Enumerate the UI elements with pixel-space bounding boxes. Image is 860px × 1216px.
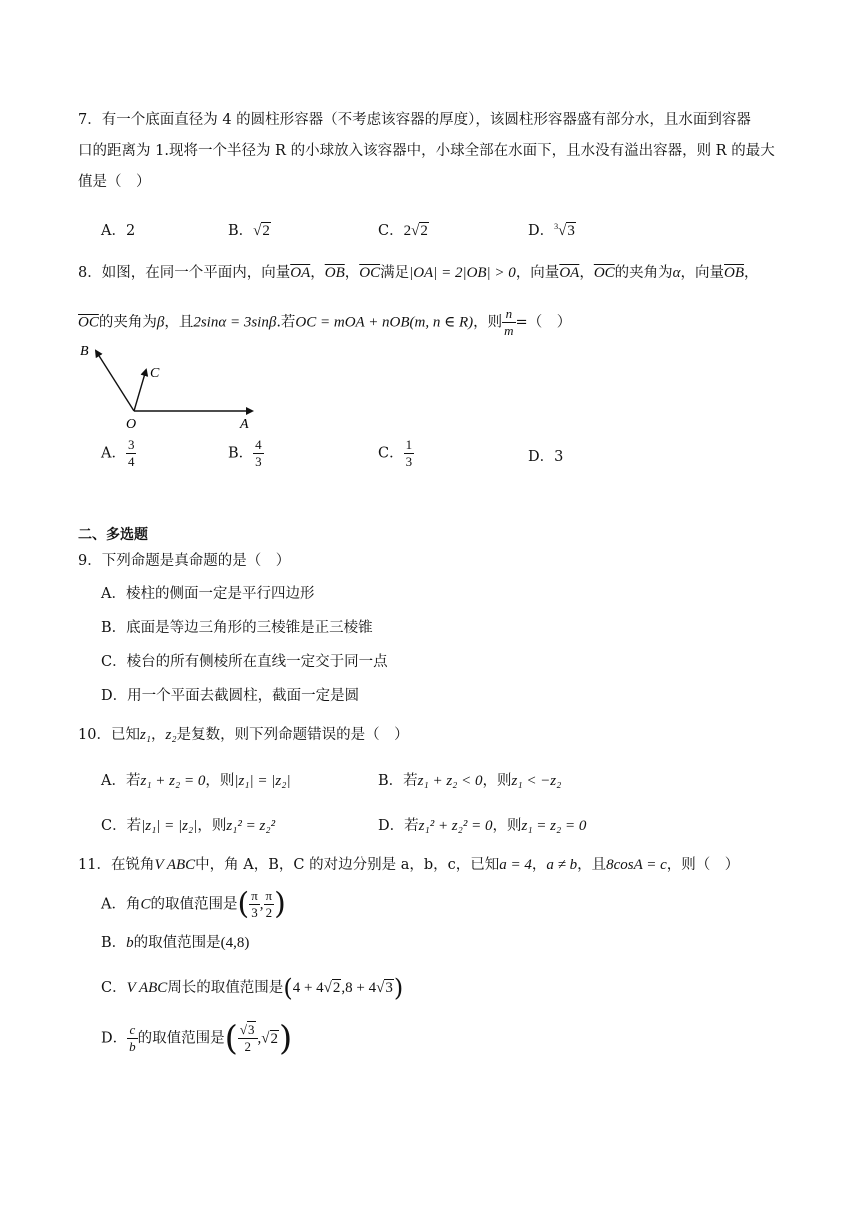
right-paren: ) [393,974,404,1002]
q11-option-b [101,934,249,952]
q11-sep: ， [531,857,547,873]
q8-text: 满足 [380,265,410,281]
q11-text: D． [101,1030,128,1047]
q9-option-c: C．棱台的所有侧棱所在直线一定交于同一点 [101,654,388,670]
q10-option-label: B．若 [378,773,418,789]
q7-option-c-label: C． [378,223,404,239]
q10-text: ， [151,727,166,743]
q10-option-b [378,772,561,790]
q8-option-a [101,437,136,470]
q11-text: C． [101,980,127,996]
q10-condition: z₁² + z₂² = 0 [418,818,493,834]
q7-line3: 值是（ ） [78,174,151,190]
fraction-denominator: 3 [405,454,413,469]
var-c: C [140,896,151,913]
q8-fraction [502,306,515,339]
q11-radicand: 2 [332,980,341,996]
fraction-numerator: π [265,888,273,903]
q8-line2 [78,306,571,339]
q11-text: 11．在锐角 [78,857,155,873]
q8-option-b-fraction [253,437,264,470]
q8-text: ，向量 [515,265,560,281]
q8-text: 8．如图，在同一个平面内，向量 [78,265,291,281]
q11-text: 的取值范围是 [150,896,238,913]
vector-ob: $\overline{OB}$ [724,265,745,281]
fraction-denominator: 2 [265,905,273,920]
vector-ob: $\overline{OB}$ [324,265,345,281]
q8-option-a-label: A． [101,445,126,462]
q10-result: |z₁| = |z₂| [234,773,291,789]
vector-oc-arrow [134,370,146,411]
q10-option-label: D．若 [378,818,419,834]
q10-option-label: C．若 [101,818,142,834]
fig-label-o: O [126,417,137,432]
q10-result: z₁ < −z₂ [511,773,562,789]
fig-label-a: A [240,417,249,432]
q7-option-d-label: D． [528,223,555,239]
q8-text: 的夹角为 [614,265,673,281]
q9-option-a: A．棱柱的侧面一定是平行四边形 [101,586,315,602]
q8-option-d: D．3 [528,449,564,465]
var-b: b [126,935,134,951]
q7-option-a: A．2 [101,223,136,239]
q8-option-c-label: C． [378,445,404,462]
q10-condition: z₁ + z₂ < 0 [417,773,483,789]
right-paren: ) [279,1018,293,1059]
q7-option-c-coef: 2 [403,223,412,239]
q8-text: ，则 [473,314,503,331]
q7-option-b-value: 2 [262,223,270,239]
q8-option-b [228,437,264,470]
fraction-numerator: n [502,306,515,323]
q7-option-c [378,219,429,240]
q7-option-c-value: 2 [420,223,428,239]
q11-text: 的取值范围是 [133,935,221,951]
q11-condition: a ≠ b [546,857,578,873]
q11-text: 中，角 A，B，C 的对边分别是 a，b，c，已知 [195,857,500,873]
sqrt-icon: √ [253,223,262,239]
sqrt-icon: √ [323,980,332,996]
left-paren: ( [283,974,293,1002]
sqrt-icon: √ [261,1030,270,1047]
fraction-c-over-b [127,1022,138,1055]
vector-oc: $\overline{OC}$ [593,265,615,281]
section-title-multiple-choice: 二、多选题 [78,527,148,543]
q11-option-a: A．角C的取值范围是( $\frac{\pi}{3}$ , $\frac{\pi}{2}$ ) [101,886,286,922]
triangle-abc: V ABC [126,980,168,996]
q8-vector-figure [76,338,266,434]
fraction-numerator: 3 [127,437,135,452]
q8-equation-2: OC = mOA + nOB(m, n ∈ R) [295,314,474,331]
left-paren: ( [237,886,250,922]
q9-option-d: D．用一个平面去截圆柱，截面一定是圆 [101,688,360,704]
fraction-denominator: 3 [251,905,258,920]
triangle-abc: V ABC [154,857,196,873]
q10-stem [78,726,409,744]
fig-label-c: C [150,366,160,381]
fraction-numerator: c [127,1022,138,1039]
sqrt-icon: √ [376,980,385,996]
q7-option-b-label: B． [228,223,254,239]
q11-text: ，且 [577,857,607,873]
q11-text: 周长的取值范围是 [167,980,284,996]
fraction-numerator: π [251,888,258,903]
q11-text: B． [101,935,127,951]
sqrt-icon: √ [411,223,420,239]
q10-condition: |z₁| = |z₂| [141,818,198,834]
q11-condition: 8cosA = c [606,857,667,873]
q10-text: 10．已知 [78,727,140,743]
fraction-denominator: m [504,323,514,338]
q10-option-a [101,772,291,790]
q11-text: 的取值范围是 [137,1030,225,1047]
q8-option-b-label: B． [228,445,254,462]
sqrt-icon: √ [558,223,567,239]
q10-text: 是复数，则下列命题错误的是（ ） [176,727,409,743]
q8-text: ，向量 [680,265,725,281]
q7-option-d-value: 3 [567,223,575,239]
q10-text: ，则 [205,773,235,789]
q10-result: z₁ = z₂ = 0 [521,818,587,834]
fraction-numerator: 4 [255,437,262,452]
q11-option-c [101,973,403,1003]
vector-oc: $\overline{OC}$ [78,314,99,331]
q8-text: 的夹角为 [98,314,157,331]
fraction [264,888,275,921]
q7-line1: 7．有一个底面直径为 4 的圆柱形容器（不考虑该容器的厚度），该圆柱形容器盛有部分水，且水面到容器 [78,112,751,128]
q10-result: z₁² = z₂² [226,818,276,834]
fraction-denominator: 2 [244,1039,251,1054]
fraction-denominator: b [129,1039,136,1054]
var-z2: z₂ [165,727,177,743]
q11-option-d: D． $\frac{c}{b}$ 的取值范围是( $\frac{√3}{2}$ ,√2) [101,1018,293,1059]
q11-range: (4,8) [220,935,250,951]
q11-expr: ,8 + 4 [341,980,377,996]
q8-line1 [78,264,759,282]
q8-option-a-fraction [126,437,137,470]
q10-option-d [378,817,586,835]
q8-text: .若 [276,314,296,331]
q8-option-c [378,437,414,470]
alpha: α [672,265,681,281]
vector-oa: $\overline{OA}$ [290,265,311,281]
fraction-denominator: 3 [255,454,262,469]
fig-label-b: B [80,344,89,359]
q8-equation-1: 2sinα = 3sinβ [193,314,277,331]
q10-text: ，则 [492,818,522,834]
fraction-numerator: 1 [405,437,413,452]
q10-option-label: A．若 [101,773,141,789]
fraction-sqrt3-over-2 [238,1022,258,1055]
q9-option-b: B．底面是等边三角形的三棱锥是正三棱锥 [101,620,373,636]
q7-option-b [228,219,271,240]
q11-expr: 4 + 4 [292,980,324,996]
q8-sep: ， [579,265,594,281]
q10-condition: z₁ + z₂ = 0 [140,773,206,789]
vector-ob-arrow [96,351,134,411]
fraction [249,888,260,921]
q8-text: =（ ） [515,314,572,331]
vector-oa: $\overline{OA}$ [559,265,580,281]
sqrt-icon: √ [239,1022,248,1037]
q11-condition: a = 4 [499,857,532,873]
q7-option-d-index: 3 [554,222,559,232]
q8-condition: |OA| = 2|OB| > 0 [409,265,516,281]
q10-option-c [101,817,275,835]
q11-text: A．角 [101,896,141,913]
q8-option-c-fraction [404,437,415,470]
right-paren: ) [274,886,286,922]
q9-stem: 9．下列命题是真命题的是（ ） [78,553,291,569]
q11-stem [78,856,739,874]
left-paren: ( [224,1018,238,1059]
q7-line2: 口的距离为 1.现将一个半径为 R 的小球放入该容器中，小球全部在水面下，且水没有溢出容器，则 R 的最大 [78,143,775,159]
fraction-denominator: 4 [127,454,135,469]
q11-radicand: 2 [270,1030,279,1047]
q8-sep: ， [344,265,360,281]
q10-text: ，则 [197,818,227,834]
q11-text: ，则（ ） [666,857,740,873]
q8-sep: ， [744,265,759,281]
q10-text: ，则 [482,773,512,789]
var-z1: z₁ [139,727,152,743]
q8-text: ，且 [164,314,194,331]
q11-radicand: 3 [385,980,393,996]
vector-oc: $\overline{OC}$ [359,265,381,281]
fraction-numerator: 3 [248,1022,255,1037]
beta: β [156,314,165,331]
q8-sep: ， [310,265,325,281]
q7-option-d [528,219,576,240]
